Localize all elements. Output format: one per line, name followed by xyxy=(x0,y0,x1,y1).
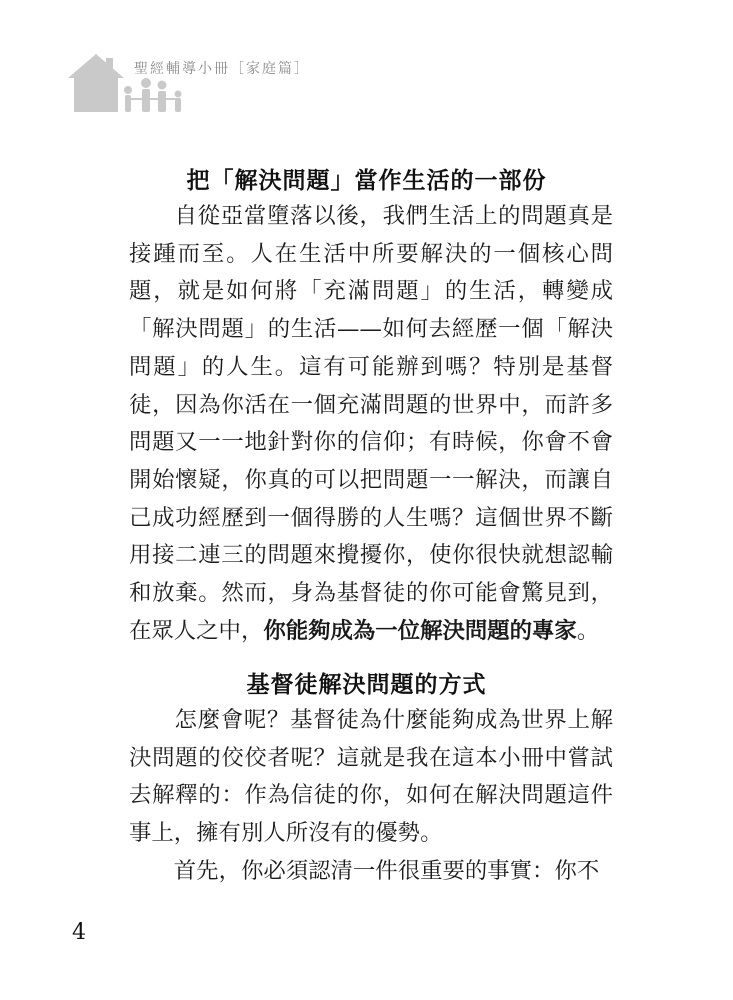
running-header xyxy=(66,50,366,116)
paragraph-2 xyxy=(129,702,613,853)
section-title-1: 把「解決問題」當作生活的一部份 xyxy=(186,167,547,194)
paragraph-end: 。 xyxy=(576,617,600,644)
emphasis-text: 你能夠成為一位解決問題的專家 xyxy=(263,617,577,644)
paragraph-1 xyxy=(129,198,613,650)
header-title: 聖經輔導小冊［家庭篇］ xyxy=(134,61,310,77)
paragraph-text: 首先，你必須認清一件很重要的事實：你不 xyxy=(173,858,600,884)
paragraph-3 xyxy=(129,853,613,891)
page-number: 4 xyxy=(72,920,86,945)
section-title-2: 基督徒解決問題的方式 xyxy=(246,671,487,698)
paragraph-text: 自從亞當墮落以後，我們生活上的問題真是接踵而至。人在生活中所要解決的一個核心問題，就是如何將「充滿問題」的生活，轉變成「解決問題」的生活——如何去經歷一個「解決問題」的人生。這有可能辦到嗎？特別是基督徒，因為你活在一個充滿問題的世界中，而許多問題又一一地針對你的信仰；有時候，你會不會開始懷疑，你真的可以把問題一一解決，而讓自己成功經歷到一個得勝的人生嗎？這個世界不斷用接二連三的問題來攪擾你，使你很快就想認輸和放棄。然而，身為基督徒的你可能會驚見到，在眾人之中， xyxy=(129,203,613,644)
paragraph-text: 怎麼會呢？基督徒為什麼能夠成為世界上解決問題的佼佼者呢？這就是我在這本小冊中嘗試去解釋的：作為信徒的你，如何在解決問題這件事上，擁有別人所沒有的優勢。 xyxy=(129,707,613,847)
